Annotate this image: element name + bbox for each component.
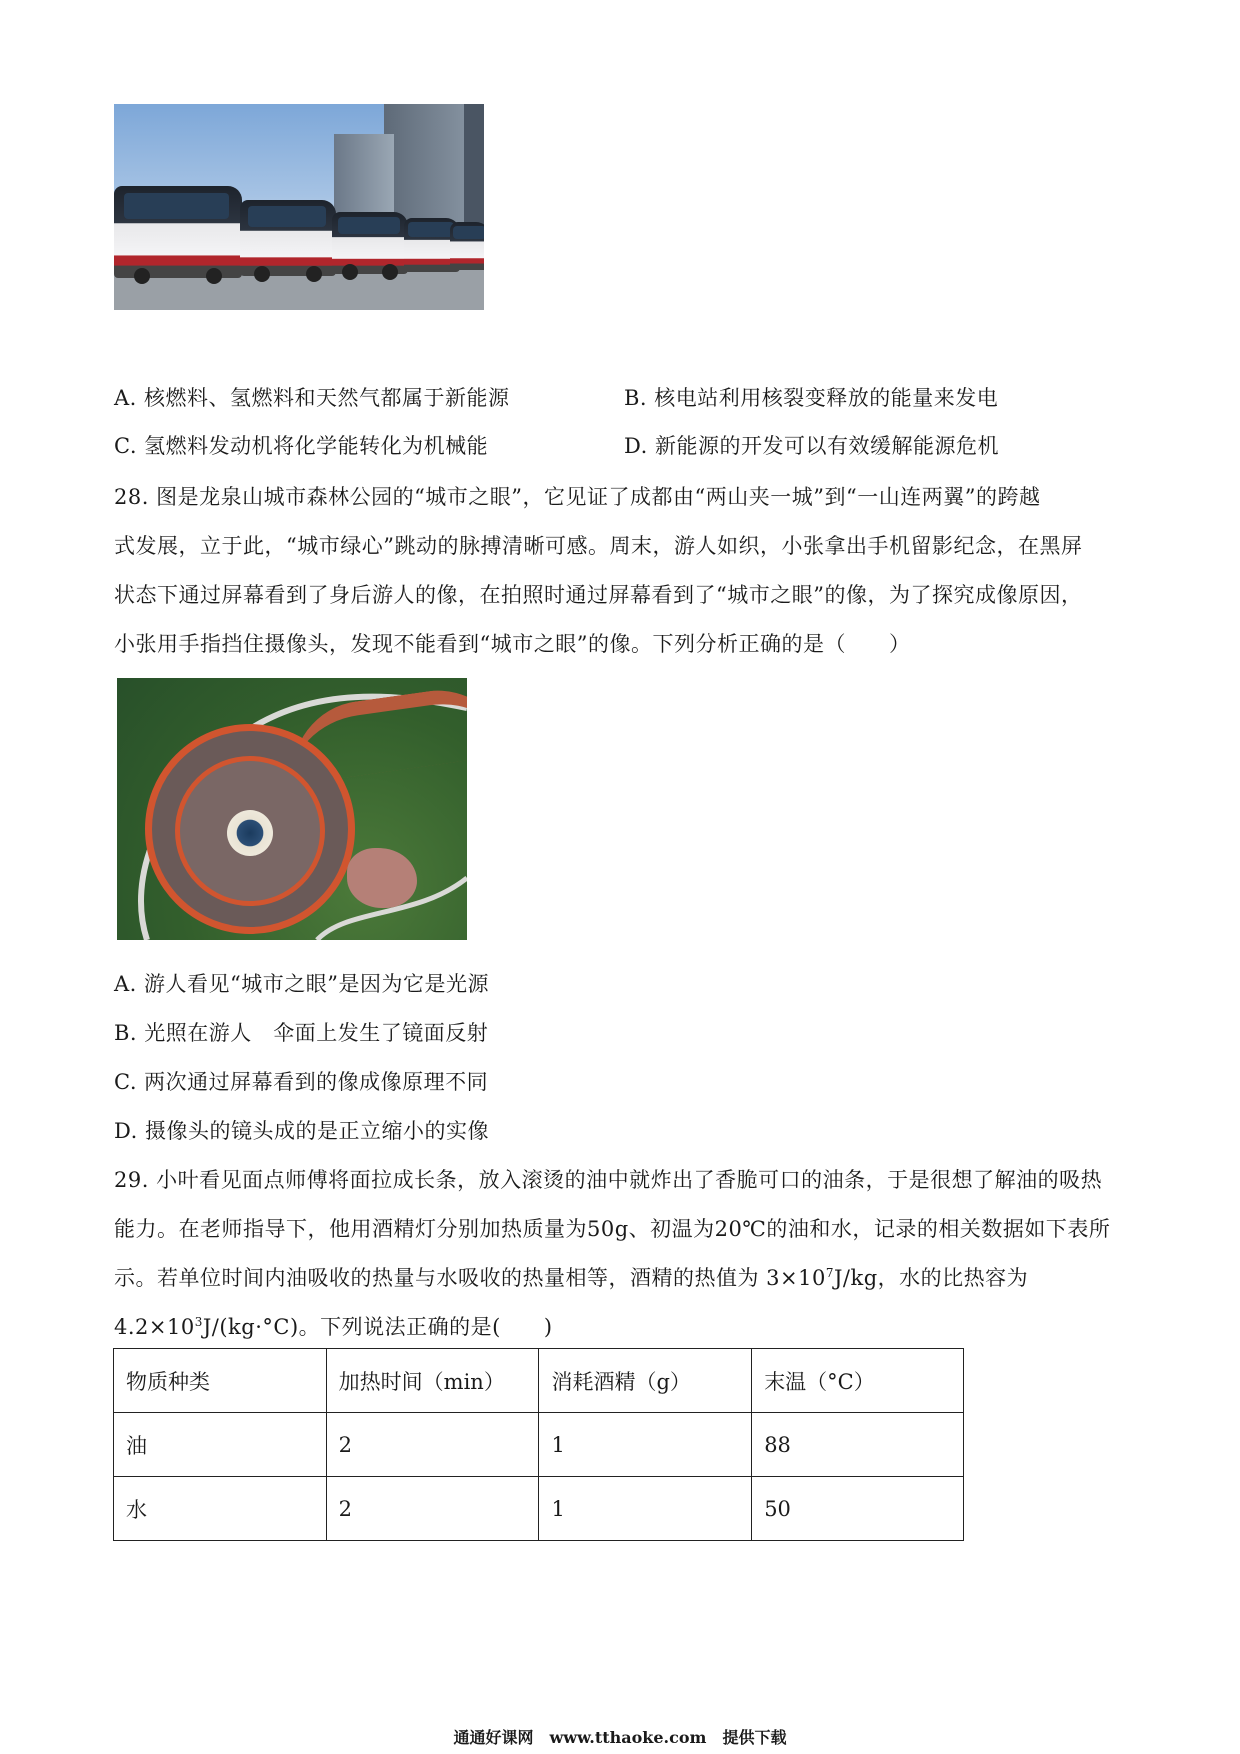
- table-cell: 水: [114, 1477, 327, 1541]
- q28-stem-line-3: 状态下通过屏幕看到了身后游人的像，在拍照时通过屏幕看到了“城市之眼”的像，为了探究成像原因，: [114, 583, 1083, 607]
- bus-fleet-photo: [114, 104, 484, 310]
- q27-option-c: C. 氢燃料发动机将化学能转化为机械能: [114, 434, 489, 458]
- q28-stem-line-1: 28. 图是龙泉山城市森林公园的“城市之眼”，它见证了成都由“两山夹一城”到“一山连两翼”的跨越: [114, 485, 1041, 509]
- table-cell: 油: [114, 1413, 327, 1477]
- table-header-cell: 消耗酒精（g）: [539, 1349, 752, 1413]
- q29-stem-line-3: 示。若单位时间内油吸收的热量与水吸收的热量相等，酒精的热值为 $3\times 10^7J/kg$，水的比热容为: [114, 1266, 1029, 1290]
- q28-option-b: B. 光照在游人 伞面上发生了镜面反射: [114, 1021, 489, 1045]
- table-header-row: [114, 1349, 964, 1413]
- q28-option-d: D. 摄像头的镜头成的是正立缩小的实像: [114, 1119, 489, 1143]
- q28-option-c: C. 两次通过屏幕看到的像成像原理不同: [114, 1070, 489, 1094]
- q27-option-a: A. 核燃料、氢燃料和天然气都属于新能源: [114, 386, 510, 410]
- q29-stem-line-1: 29. 小叶看见面点师傅将面拉成长条，放入滚烫的油中就炸出了香脆可口的油条，于是很想了解油的吸热: [114, 1168, 1103, 1192]
- table-header-cell: 末温（°C）: [752, 1349, 964, 1413]
- q28-stem-line-4: 小张用手指挡住摄像头，发现不能看到“城市之眼”的像。下列分析正确的是（ ）: [114, 632, 911, 656]
- table-row: [114, 1477, 964, 1541]
- q27-option-d: D. 新能源的开发可以有效缓解能源危机: [624, 434, 999, 458]
- table-row: [114, 1413, 964, 1477]
- city-eye-aerial-photo: [117, 678, 467, 940]
- table-header-cell: 加热时间（min）: [326, 1349, 539, 1413]
- q28-option-a: A. 游人看见“城市之眼”是因为它是光源: [114, 972, 489, 996]
- city-eye-icon: [227, 810, 273, 856]
- table-cell: 1: [539, 1413, 752, 1477]
- table-cell: 88: [752, 1413, 964, 1477]
- q27-option-b: B. 核电站利用核裂变释放的能量来发电: [624, 386, 999, 410]
- q29-stem-line-4: $4.2\times 10^3J/(kg\cdot^\circ C)$。下列说法正确的是( ): [114, 1315, 553, 1339]
- table-header-cell: 物质种类: [114, 1349, 327, 1413]
- q28-stem-line-2: 式发展，立于此，“城市绿心”跳动的脉搏清晰可感。周末，游人如织，小张拿出手机留影纪念，在黑屏: [114, 534, 1083, 558]
- q29-stem-line-2: 能力。在老师指导下，他用酒精灯分别加热质量为50g、初温为20℃的油和水，记录的相关数据如下表所: [114, 1217, 1111, 1241]
- page-footer: 通通好课网 www.tthaoke.com 提供下载: [453, 1728, 787, 1747]
- table-cell: 2: [326, 1477, 539, 1541]
- table-cell: 50: [752, 1477, 964, 1541]
- table-cell: 2: [326, 1413, 539, 1477]
- table-cell: 1: [539, 1477, 752, 1541]
- q29-data-table: [113, 1348, 964, 1541]
